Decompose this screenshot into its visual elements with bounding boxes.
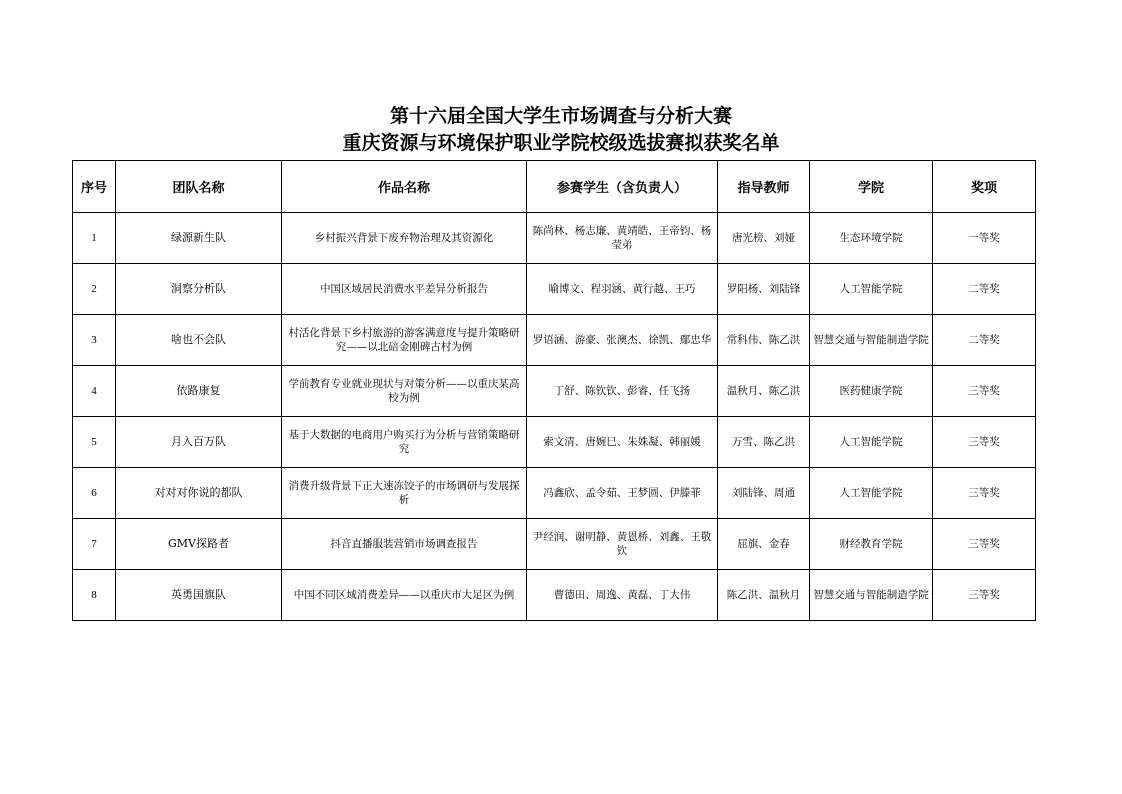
cell-award: 三等奖 xyxy=(933,519,1036,570)
header-award: 奖项 xyxy=(933,161,1036,213)
cell-college: 医药健康学院 xyxy=(810,366,933,417)
cell-students: 尹经润、谢明静、黄恩桥、刘鑫、王敬钦 xyxy=(527,519,718,570)
cell-team-name: 对对对你说的都队 xyxy=(116,468,282,519)
cell-index: 7 xyxy=(73,519,116,570)
cell-students: 冯鑫欣、孟令茹、王梦圆、伊滕菲 xyxy=(527,468,718,519)
cell-award: 三等奖 xyxy=(933,417,1036,468)
table-row xyxy=(73,264,1036,315)
header-team-name: 团队名称 xyxy=(116,161,282,213)
document-title: 第十六届全国大学生市场调查与分析大赛 xyxy=(389,105,732,127)
cell-students: 丁舒、陈钦钦、彭睿、任飞扬 xyxy=(527,366,718,417)
table-row xyxy=(73,213,1036,264)
table-row xyxy=(73,315,1036,366)
document-subtitle: 重庆资源与环境保护职业学院校级选拔赛拟获奖名单 xyxy=(342,132,780,154)
cell-work-title: 消费升级背景下正大速冻饺子的市场调研与发展探析 xyxy=(282,468,527,519)
cell-advisors: 罗阳杨、刘陆锋 xyxy=(718,264,810,315)
table-row xyxy=(73,468,1036,519)
header-advisors: 指导教师 xyxy=(718,161,810,213)
cell-work-title: 基于大数据的电商用户购买行为分析与营销策略研究 xyxy=(282,417,527,468)
cell-college: 智慧交通与智能制造学院 xyxy=(810,570,933,621)
cell-award: 三等奖 xyxy=(933,570,1036,621)
cell-award: 二等奖 xyxy=(933,264,1036,315)
cell-team-name: 英勇国旗队 xyxy=(116,570,282,621)
cell-work-title: 学前教育专业就业现状与对策分析——以重庆某高校为例 xyxy=(282,366,527,417)
cell-students: 曹德田、周逸、黄磊、丁大伟 xyxy=(527,570,718,621)
cell-index: 4 xyxy=(73,366,116,417)
table-header-row xyxy=(73,161,1036,213)
cell-advisors: 刘陆锋、周通 xyxy=(718,468,810,519)
cell-award: 一等奖 xyxy=(933,213,1036,264)
cell-advisors: 陈乙洪、温秋月 xyxy=(718,570,810,621)
cell-work-title: 村活化背景下乡村旅游的游客满意度与提升策略研究——以北碚金刚碑古村为例 xyxy=(282,315,527,366)
cell-students: 喻博文、程羽涵、黄行越、王巧 xyxy=(527,264,718,315)
cell-advisors: 屈旗、金春 xyxy=(718,519,810,570)
cell-work-title: 中国不同区域消费差异——以重庆市大足区为例 xyxy=(282,570,527,621)
cell-students: 陈尚林、杨志廉、黄靖皓、王帝钧、杨莹弟 xyxy=(527,213,718,264)
cell-index: 5 xyxy=(73,417,116,468)
cell-college: 财经教育学院 xyxy=(810,519,933,570)
table-row xyxy=(73,417,1036,468)
cell-college: 人工智能学院 xyxy=(810,264,933,315)
cell-team-name: 啥也不会队 xyxy=(116,315,282,366)
cell-work-title: 中国区域居民消费水平差异分析报告 xyxy=(282,264,527,315)
cell-index: 1 xyxy=(73,213,116,264)
cell-index: 6 xyxy=(73,468,116,519)
cell-advisors: 万雪、陈乙洪 xyxy=(718,417,810,468)
table-row xyxy=(73,519,1036,570)
cell-work-title: 抖音直播服装营销市场调查报告 xyxy=(282,519,527,570)
cell-award: 二等奖 xyxy=(933,315,1036,366)
award-list-table xyxy=(72,160,1036,621)
cell-work-title: 乡村振兴背景下废弃物治理及其资源化 xyxy=(282,213,527,264)
cell-college: 人工智能学院 xyxy=(810,417,933,468)
cell-award: 三等奖 xyxy=(933,366,1036,417)
cell-index: 2 xyxy=(73,264,116,315)
header-college: 学院 xyxy=(810,161,933,213)
cell-college: 智慧交通与智能制造学院 xyxy=(810,315,933,366)
table-row xyxy=(73,570,1036,621)
cell-advisors: 唐光榜、刘娅 xyxy=(718,213,810,264)
cell-students: 罗语涵、游豪、张澳杰、徐凯、鄢忠华 xyxy=(527,315,718,366)
cell-advisors: 温秋月、陈乙洪 xyxy=(718,366,810,417)
header-work-title: 作品名称 xyxy=(282,161,527,213)
cell-college: 生态环境学院 xyxy=(810,213,933,264)
cell-college: 人工智能学院 xyxy=(810,468,933,519)
cell-award: 三等奖 xyxy=(933,468,1036,519)
cell-index: 8 xyxy=(73,570,116,621)
cell-advisors: 常科伟、陈乙洪 xyxy=(718,315,810,366)
cell-team-name: 月入百万队 xyxy=(116,417,282,468)
header-students: 参赛学生（含负责人） xyxy=(527,161,718,213)
cell-team-name: 依路康复 xyxy=(116,366,282,417)
cell-students: 索文清、唐婉巳、朱姝凝、韩丽媛 xyxy=(527,417,718,468)
cell-team-name: GMV探路者 xyxy=(116,519,282,570)
header-index: 序号 xyxy=(73,161,116,213)
cell-team-name: 洞察分析队 xyxy=(116,264,282,315)
cell-index: 3 xyxy=(73,315,116,366)
table-row xyxy=(73,366,1036,417)
cell-team-name: 绿源新生队 xyxy=(116,213,282,264)
